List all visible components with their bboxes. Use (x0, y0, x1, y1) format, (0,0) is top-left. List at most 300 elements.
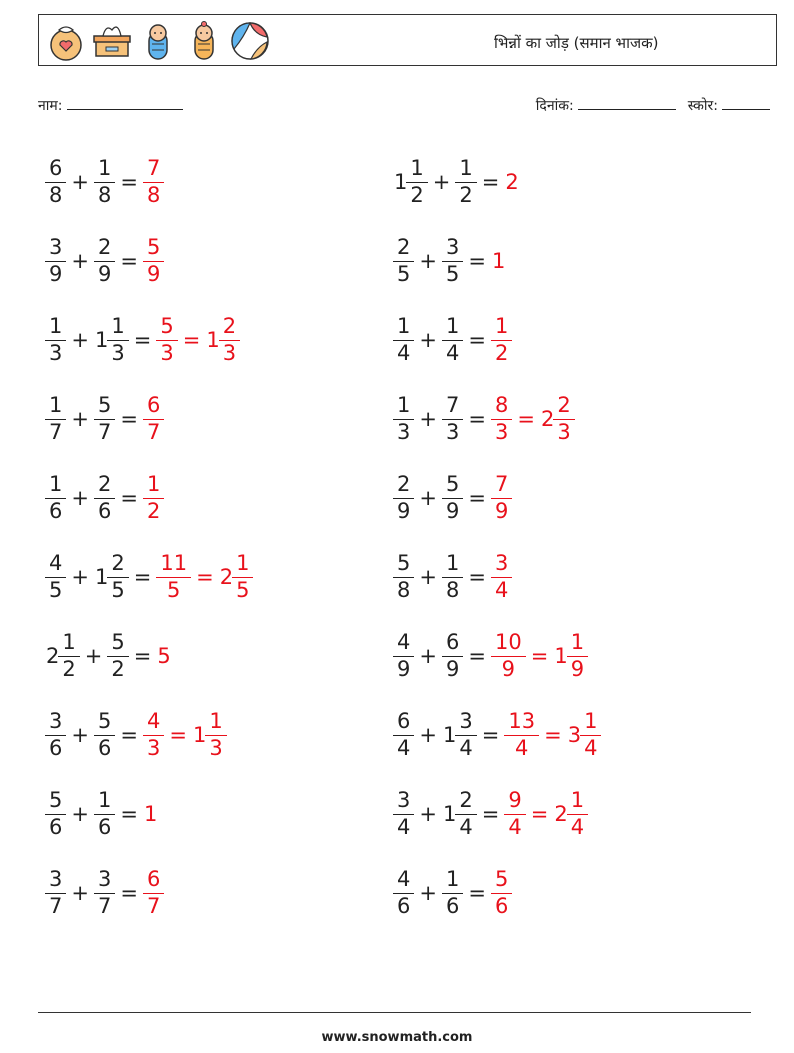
answer-fraction (493, 394, 510, 442)
answer (492, 473, 511, 521)
answer-number (206, 315, 239, 363)
answer-number (144, 157, 163, 205)
addend-b-fraction (444, 315, 461, 363)
equals-sign: = (120, 406, 138, 431)
addend-b-whole: 1 (94, 327, 109, 352)
answer-number (505, 710, 538, 758)
addend-b-numerator: 5 (445, 472, 460, 497)
answer-fraction (569, 789, 586, 837)
answer-fraction (158, 315, 175, 363)
addend-a-fraction (47, 552, 64, 600)
addend-a-whole: 2 (46, 643, 60, 668)
plus-sign: + (71, 248, 89, 273)
answer-equals-sign: = (530, 643, 549, 668)
answer-number (492, 631, 525, 679)
addend-a-number (394, 394, 413, 442)
addend-b-denominator: 8 (442, 577, 463, 601)
answer-numerator: 8 (494, 393, 509, 418)
answer-equals-sign: = (544, 722, 562, 747)
addend-b-number (443, 789, 476, 837)
addend-a-fraction (395, 473, 412, 521)
addend-b-numerator: 1 (445, 867, 460, 892)
addend-a-numerator: 1 (397, 393, 411, 418)
equals-sign: = (120, 880, 138, 905)
equals-sign: = (468, 485, 486, 510)
answer (144, 710, 226, 758)
answer-denominator: 3 (219, 340, 240, 364)
addend-b-denominator: 4 (442, 340, 463, 364)
answer-fraction (145, 236, 162, 284)
problem-row (46, 853, 386, 932)
answer-whole: 1 (192, 722, 207, 747)
addend-b-denominator: 9 (442, 656, 463, 680)
answer (492, 394, 574, 442)
addend-b-numerator: 1 (97, 156, 112, 181)
problem-row (394, 142, 734, 221)
addend-b-fraction (96, 868, 113, 916)
plus-sign: + (71, 485, 89, 510)
answer-denominator: 2 (143, 498, 164, 522)
answer-numerator: 4 (146, 709, 161, 734)
addend-a-numerator: 5 (49, 788, 63, 813)
addend-a-denominator: 9 (393, 498, 414, 522)
addend-b-number (443, 236, 462, 284)
plus-sign: + (419, 722, 437, 747)
problem-row (46, 695, 386, 774)
answer-fraction (506, 710, 537, 758)
addend-a-number (394, 710, 413, 758)
answer-number (492, 552, 511, 600)
addend-a-fraction (47, 868, 64, 916)
addend-b-fraction (96, 394, 113, 442)
problem-row (46, 142, 386, 221)
beach-ball-icon (229, 20, 271, 62)
addend-a-denominator: 2 (58, 656, 79, 680)
addend-b-denominator: 2 (107, 656, 128, 680)
addend-a-numerator: 2 (397, 472, 411, 497)
problem-row (46, 774, 386, 853)
answer (157, 552, 252, 600)
equals-sign: = (133, 327, 152, 352)
answer-fraction (582, 710, 599, 758)
addend-b-denominator: 3 (107, 340, 128, 364)
addend-a-fraction (47, 315, 64, 363)
addend-b-denominator: 6 (94, 814, 115, 838)
answer (144, 802, 157, 826)
addend-b-denominator: 7 (94, 419, 115, 443)
addend-b-number (95, 236, 114, 284)
problem-row (46, 221, 386, 300)
answer-whole: 1 (206, 327, 220, 352)
answer-denominator: 3 (143, 735, 164, 759)
plus-sign: + (71, 169, 89, 194)
addend-a-number (46, 631, 79, 679)
plus-sign: + (419, 327, 437, 352)
answer-denominator: 3 (491, 419, 512, 443)
addend-a-numerator: 1 (49, 472, 63, 497)
answer-number (157, 315, 176, 363)
equals-sign: = (120, 722, 138, 747)
addend-b-fraction (444, 868, 461, 916)
addend-a-denominator: 4 (393, 814, 414, 838)
answer-whole: 5 (157, 643, 171, 668)
addend-a-denominator: 2 (406, 182, 427, 206)
answer-numerator: 1 (236, 551, 250, 576)
equals-sign: = (468, 406, 486, 431)
addend-b-denominator: 6 (94, 735, 115, 759)
addend-b-number (95, 710, 114, 758)
addend-b-number (443, 631, 462, 679)
addend-b-numerator: 1 (97, 788, 112, 813)
answer-fraction (493, 631, 524, 679)
addend-b-number (443, 394, 462, 442)
answer-number (541, 394, 574, 442)
addend-a-denominator: 6 (45, 814, 66, 838)
equals-sign: = (468, 564, 486, 589)
answer-number (505, 789, 524, 837)
answer-number (144, 710, 163, 758)
addend-b-number (443, 552, 462, 600)
answer-denominator: 8 (143, 182, 164, 206)
addend-a-number (46, 552, 65, 600)
addend-b-denominator: 3 (442, 419, 463, 443)
addend-b-denominator: 7 (94, 893, 115, 917)
equals-sign: = (468, 643, 486, 668)
answer (144, 236, 163, 284)
answer-numerator: 5 (146, 235, 161, 260)
answer (492, 315, 511, 363)
addend-a-numerator: 1 (62, 630, 76, 655)
answer-numerator: 5 (160, 314, 174, 339)
equals-sign: = (120, 169, 138, 194)
answer-fraction (145, 473, 162, 521)
header-box (38, 14, 777, 66)
addend-b-fraction (444, 236, 461, 284)
answer-denominator: 9 (567, 656, 588, 680)
addend-b-denominator: 9 (442, 498, 463, 522)
answer-denominator: 7 (143, 893, 164, 917)
answer (144, 473, 163, 521)
addend-b-number (95, 315, 128, 363)
addend-a-number (394, 473, 413, 521)
answer-number (193, 710, 226, 758)
answer-fraction (506, 789, 523, 837)
answer-fraction (234, 552, 251, 600)
addend-a-denominator: 7 (45, 893, 66, 917)
plus-sign: + (71, 406, 89, 431)
answer-fraction (555, 394, 572, 442)
answer (144, 157, 163, 205)
addend-a-number (394, 789, 413, 837)
addend-a-fraction (47, 789, 64, 837)
addend-a-denominator: 8 (393, 577, 414, 601)
addend-a-denominator: 9 (45, 261, 66, 285)
equals-sign: = (133, 564, 152, 589)
plus-sign: + (71, 564, 89, 589)
answer-numerator: 3 (494, 551, 509, 576)
answer-equals-sign: = (517, 406, 535, 431)
addend-b-whole: 1 (442, 801, 457, 826)
addend-a-numerator: 3 (49, 867, 63, 892)
addend-a-number (46, 710, 65, 758)
problem-row (46, 537, 386, 616)
problem-row (46, 300, 386, 379)
answer-numerator: 7 (494, 472, 509, 497)
addend-b-fraction (109, 552, 126, 600)
answer-whole: 2 (554, 801, 568, 826)
addend-b-numerator: 1 (111, 314, 125, 339)
addend-b-fraction (457, 789, 474, 837)
addend-a-fraction (47, 473, 64, 521)
addend-a-denominator: 7 (45, 419, 66, 443)
addend-b-numerator: 3 (459, 709, 473, 734)
answer-denominator: 4 (580, 735, 601, 759)
answer (505, 789, 587, 837)
addend-b-number (95, 473, 114, 521)
footer-url: www.snowmath.com (321, 1030, 473, 1045)
answer-numerator: 2 (557, 393, 571, 418)
addend-b-number (95, 552, 128, 600)
equals-sign: = (468, 327, 486, 352)
answer-whole: 1 (554, 643, 568, 668)
answer-denominator: 4 (504, 735, 539, 759)
baby-orange-icon (183, 20, 225, 62)
addend-a-fraction (47, 394, 64, 442)
date-score-line (536, 95, 770, 115)
answer-number (157, 552, 190, 600)
tissue-box-icon (91, 20, 133, 62)
answer-numerator: 1 (209, 709, 223, 734)
addend-a-number (46, 315, 65, 363)
answer-number (492, 394, 511, 442)
plus-sign: + (419, 564, 437, 589)
addend-b-number (95, 868, 114, 916)
answer-number (554, 789, 587, 837)
addend-a-number (394, 868, 413, 916)
addend-b-number (456, 157, 475, 205)
addend-a-numerator: 1 (410, 156, 424, 181)
addend-a-numerator: 6 (397, 709, 411, 734)
answer-number (144, 236, 163, 284)
addend-b-number (443, 473, 462, 521)
answer-whole: 3 (567, 722, 582, 747)
answer-denominator: 3 (156, 340, 177, 364)
equals-sign: = (120, 485, 138, 510)
equals-sign: = (468, 880, 486, 905)
answer-denominator: 2 (491, 340, 512, 364)
addend-b-numerator: 7 (445, 393, 460, 418)
addend-b-numerator: 3 (97, 867, 112, 892)
plus-sign: + (419, 248, 437, 273)
baby-blue-icon (137, 20, 179, 62)
addend-a-number (46, 157, 65, 205)
addend-a-fraction (60, 631, 77, 679)
addend-b-numerator: 5 (97, 709, 112, 734)
addend-a-number (394, 552, 413, 600)
problems-left-column (46, 142, 386, 932)
addend-a-denominator: 5 (45, 577, 66, 601)
addend-a-fraction (47, 157, 64, 205)
plus-sign: + (419, 406, 437, 431)
answer-whole: 1 (143, 801, 158, 826)
score-blank[interactable] (722, 95, 770, 110)
addend-a-fraction (395, 710, 412, 758)
addend-a-number (394, 236, 413, 284)
addend-b-denominator: 6 (94, 498, 115, 522)
addend-b-fraction (96, 710, 113, 758)
addend-a-fraction (395, 552, 412, 600)
addend-b-number (108, 631, 127, 679)
problem-row (394, 379, 734, 458)
addend-b-numerator: 1 (445, 551, 460, 576)
addend-b-denominator: 2 (455, 182, 476, 206)
answer-number (568, 710, 601, 758)
addend-b-denominator: 5 (107, 577, 128, 601)
plus-sign: + (71, 880, 89, 905)
answer-denominator: 5 (156, 577, 191, 601)
addend-b-denominator: 5 (442, 261, 463, 285)
addend-a-numerator: 3 (49, 709, 63, 734)
answer-fraction (145, 868, 162, 916)
date-label: दिनांक: (535, 98, 574, 114)
answer-fraction (145, 157, 162, 205)
problems-right-column (394, 142, 734, 932)
answer-numerator: 7 (146, 156, 161, 181)
addend-b-fraction (96, 236, 113, 284)
answer-number (492, 868, 511, 916)
answer-denominator: 4 (567, 814, 588, 838)
addend-a-denominator: 9 (393, 656, 414, 680)
addend-a-fraction (395, 315, 412, 363)
answer-numerator: 1 (570, 630, 585, 655)
answer-fraction (493, 552, 510, 600)
answer (144, 394, 163, 442)
addend-a-fraction (395, 631, 412, 679)
name-blank[interactable] (67, 95, 183, 110)
plus-sign: + (432, 169, 451, 194)
date-blank[interactable] (578, 95, 676, 110)
problem-row (46, 458, 386, 537)
addend-b-fraction (96, 789, 113, 837)
addend-b-numerator: 5 (97, 393, 112, 418)
answer-number (492, 249, 505, 273)
plus-sign: + (419, 485, 437, 510)
addend-b-fraction (109, 315, 126, 363)
addend-b-denominator: 4 (455, 814, 476, 838)
answer-numerator: 1 (494, 314, 509, 339)
answer (492, 631, 587, 679)
answer-number (144, 394, 163, 442)
addend-a-numerator: 3 (397, 788, 411, 813)
problem-row (394, 537, 734, 616)
addend-b-fraction (444, 552, 461, 600)
addend-a-denominator: 8 (45, 182, 66, 206)
answer-numerator: 6 (146, 393, 161, 418)
worksheet-title: भिन्नों का जोड़ (समान भाजक) (494, 34, 659, 52)
addend-b-fraction (96, 157, 113, 205)
addend-a-whole: 1 (394, 169, 408, 194)
score-label: स्कोर: (687, 98, 718, 114)
answer-whole: 2 (505, 169, 519, 194)
answer-numerator: 1 (146, 472, 161, 497)
answer-equals-sign: = (530, 801, 549, 826)
addend-b-numerator: 1 (459, 156, 473, 181)
addend-a-numerator: 4 (49, 551, 63, 576)
footer-divider (38, 1012, 751, 1013)
addend-a-denominator: 6 (45, 498, 66, 522)
answer-numerator: 9 (508, 788, 522, 813)
answer (492, 552, 511, 600)
addend-a-denominator: 4 (393, 735, 414, 759)
bib-heart-icon (45, 20, 87, 62)
addend-a-denominator: 4 (393, 340, 414, 364)
answer (505, 710, 600, 758)
addend-a-fraction (47, 236, 64, 284)
addend-a-fraction (395, 394, 412, 442)
addend-a-fraction (47, 710, 64, 758)
equals-sign: = (481, 722, 500, 747)
addend-a-fraction (395, 789, 412, 837)
answer-fraction (493, 473, 510, 521)
answer-number (144, 868, 163, 916)
addend-b-numerator: 2 (97, 472, 112, 497)
answer-numerator: 13 (508, 709, 536, 734)
addend-a-number (394, 631, 413, 679)
addend-a-denominator: 5 (393, 261, 414, 285)
header-icons (45, 20, 271, 62)
addend-b-fraction (457, 710, 474, 758)
addend-b-whole: 1 (442, 722, 457, 747)
addend-b-numerator: 2 (97, 235, 112, 260)
answer-equals-sign: = (169, 722, 187, 747)
addend-b-denominator: 6 (442, 893, 463, 917)
answer-number (144, 473, 163, 521)
addend-b-fraction (444, 631, 461, 679)
answer-number (492, 315, 511, 363)
name-label: नाम: (38, 98, 63, 114)
addend-a-number (46, 789, 65, 837)
answer-number (554, 631, 587, 679)
addend-b-numerator: 6 (445, 630, 460, 655)
answer-equals-sign: = (196, 564, 214, 589)
problem-row (394, 853, 734, 932)
answer-denominator: 7 (143, 419, 164, 443)
problem-row (394, 300, 734, 379)
addend-a-numerator: 1 (49, 314, 63, 339)
addend-b-numerator: 5 (111, 630, 125, 655)
plus-sign: + (419, 801, 437, 826)
addend-a-denominator: 3 (45, 340, 66, 364)
answer (157, 644, 170, 668)
equals-sign: = (468, 248, 486, 273)
answer-fraction (145, 710, 162, 758)
addend-a-fraction (395, 236, 412, 284)
answer-denominator: 9 (143, 261, 164, 285)
addend-b-fraction (457, 157, 474, 205)
addend-a-number (394, 315, 413, 363)
answer-numerator: 11 (160, 551, 188, 576)
addend-a-numerator: 4 (397, 630, 411, 655)
answer (144, 868, 163, 916)
addend-a-denominator: 6 (393, 893, 414, 917)
plus-sign: + (71, 327, 89, 352)
answer-fraction (158, 552, 189, 600)
addend-a-numerator: 1 (397, 314, 411, 339)
answer-denominator: 4 (491, 577, 512, 601)
answer-numerator: 1 (584, 709, 598, 734)
plus-sign: + (419, 880, 437, 905)
addend-a-numerator: 5 (397, 551, 411, 576)
